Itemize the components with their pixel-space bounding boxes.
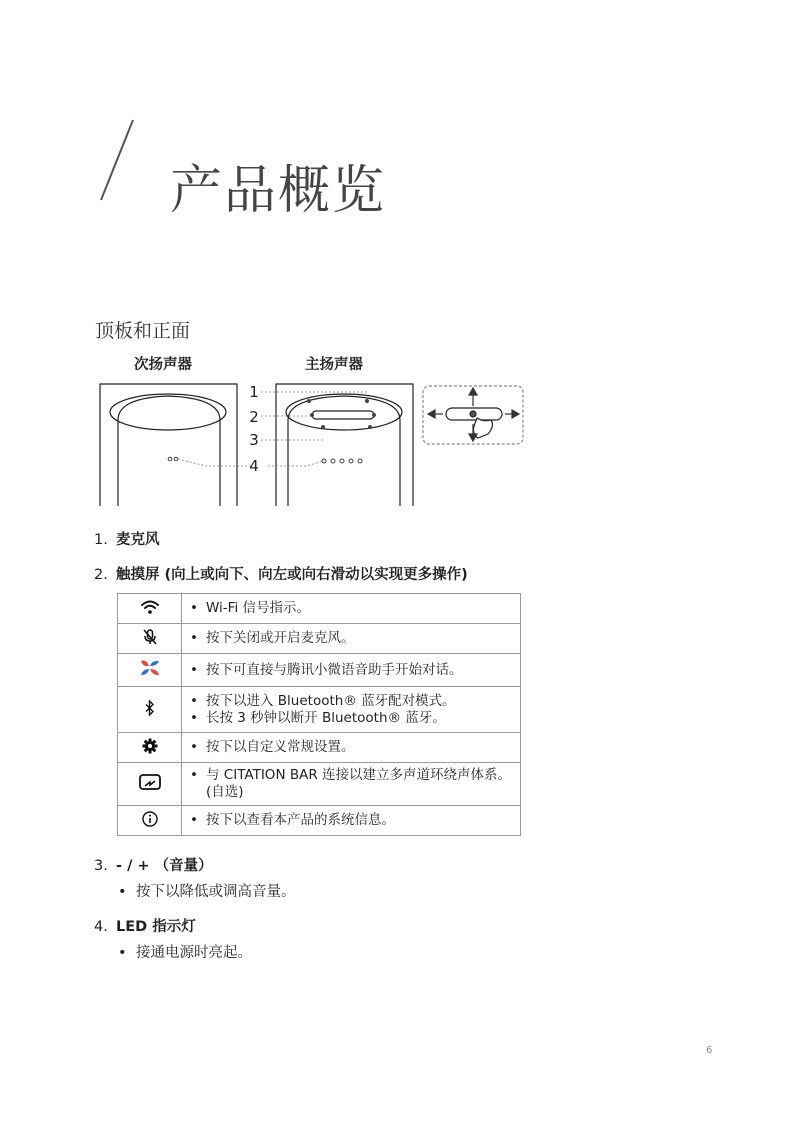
table-row: • 按下可直接与腾讯小微语音助手开始对话。 [118, 654, 521, 687]
list-item: 3. - / + （音量） [94, 858, 213, 874]
touch-controls-table [117, 593, 521, 836]
callout-2: 2 [249, 408, 259, 426]
table-row: • 按下以查看本产品的系统信息。 [118, 806, 521, 836]
table-row: • 按下关闭或开启麦克风。 [118, 624, 521, 654]
list-item-bullet: • 按下以降低或调高音量。 [118, 884, 296, 900]
table-row: • Wi-Fi 信号指示。 [118, 594, 521, 624]
wifi-icon [140, 599, 160, 615]
citation-bar-icon [139, 774, 161, 790]
list-item: 1. 麦克风 [94, 532, 160, 548]
mic-mute-icon [143, 629, 157, 645]
list-item: 4. LED 指示灯 [94, 919, 196, 935]
secondary-speaker-label: 次扬声器 [134, 357, 192, 373]
callout-1: 1 [249, 383, 259, 401]
list-item: 2. 触摸屏 (向上或向下、向左或向右滑动以实现更多操作) [94, 567, 468, 583]
main-speaker-label: 主扬声器 [305, 357, 363, 373]
main-speaker-illustration [276, 384, 413, 506]
bluetooth-icon [145, 700, 155, 716]
title-slash-decoration [97, 118, 137, 202]
info-icon [142, 811, 158, 827]
table-row: • 与 CITATION BAR 连接以建立多声道环绕声体系。(自选) [118, 763, 521, 806]
callout-3: 3 [249, 431, 259, 449]
table-row: • 按下以自定义常规设置。 [118, 733, 521, 763]
gear-icon [142, 738, 158, 754]
callout-4: 4 [249, 457, 259, 475]
tencent-xiaowei-icon [139, 658, 161, 678]
list-item-bullet: • 接通电源时亮起。 [118, 945, 252, 961]
secondary-speaker-illustration [100, 384, 237, 506]
page-title: 产品概览 [170, 161, 387, 221]
section-title: 顶板和正面 [95, 320, 191, 342]
speaker-diagram [96, 380, 528, 506]
table-row: • 按下以进入 Bluetooth® 蓝牙配对模式。 • 长按 3 秒钟以断开 Bluetooth® 蓝牙。 [118, 687, 521, 733]
page-number: 6 [706, 1045, 713, 1056]
